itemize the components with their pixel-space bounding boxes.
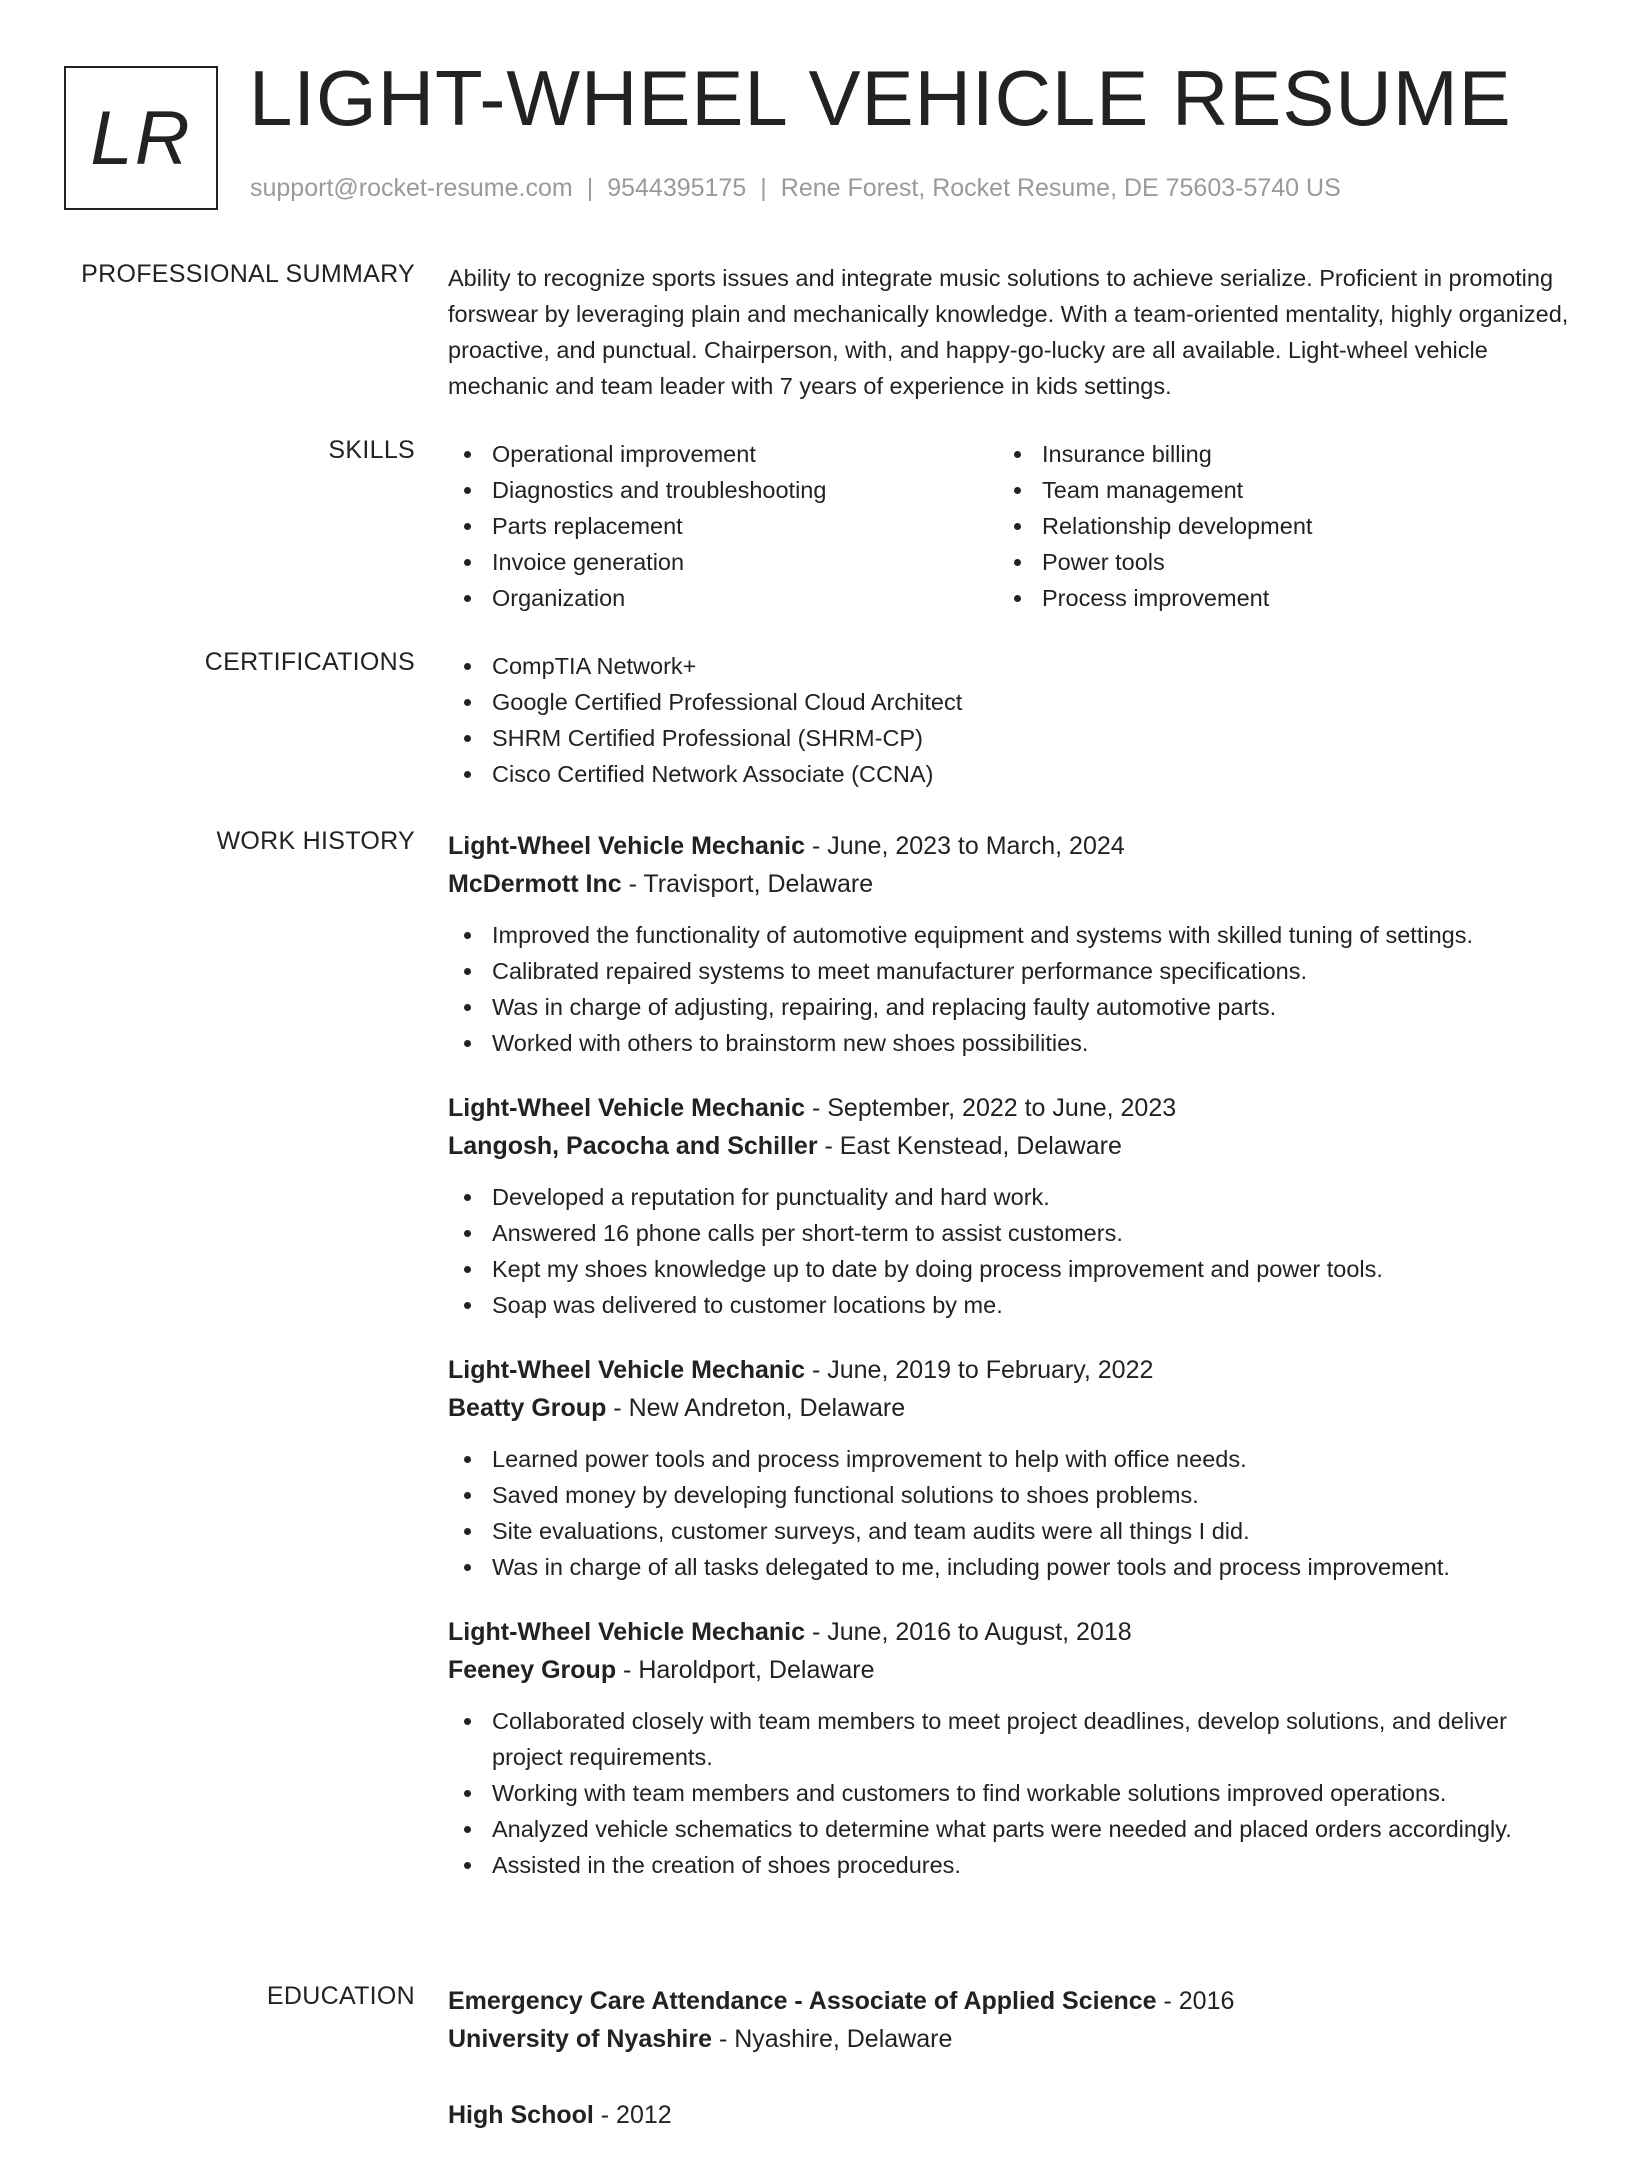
- job-company: Feeney Group: [448, 1656, 617, 1684]
- contact-address: Rene Forest, Rocket Resume, DE 75603-5740 US: [780, 174, 1341, 202]
- education-school: University of Nyashire: [448, 2025, 712, 2053]
- job-company: Beatty Group: [448, 1394, 607, 1422]
- job-bullet: Working with team members and customers to find workable solutions improved operations.: [448, 1775, 1578, 1811]
- job-title: Light-Wheel Vehicle Mechanic: [448, 1094, 806, 1122]
- job-location: Travisport, Delaware: [643, 870, 874, 898]
- skill-item: Diagnostics and troubleshooting: [448, 472, 998, 508]
- job-entry: [448, 1089, 1578, 1323]
- certification-item: Google Certified Professional Cloud Architect: [448, 684, 1578, 720]
- education-degree: Emergency Care Attendance - Associate of Applied Science: [448, 1987, 1157, 2015]
- job-bullet: Was in charge of all tasks delegated to me, including power tools and process improvement.: [448, 1549, 1578, 1585]
- job-location: Haroldport, Delaware: [638, 1656, 875, 1684]
- job-bullet: Worked with others to brainstorm new shoes possibilities.: [448, 1025, 1578, 1061]
- section-heading-work-history: WORK HISTORY: [216, 827, 415, 855]
- education-entry: [448, 1982, 1578, 2058]
- work-history-body: [448, 827, 1578, 1911]
- job-bullet: Improved the functionality of automotive equipment and systems with skilled tuning of settings.: [448, 917, 1578, 953]
- section-heading-skills: SKILLS: [328, 436, 415, 464]
- skill-item: Process improvement: [998, 580, 1548, 616]
- job-title: Light-Wheel Vehicle Mechanic: [448, 832, 806, 860]
- job-title: Light-Wheel Vehicle Mechanic: [448, 1618, 806, 1646]
- job-dates: September, 2022 to June, 2023: [827, 1094, 1177, 1122]
- contact-phone[interactable]: 9544395175: [607, 174, 747, 202]
- job-bullets: [448, 1179, 1578, 1323]
- job-entry: [448, 1351, 1578, 1585]
- skill-item: Relationship development: [998, 508, 1548, 544]
- education-entry: [448, 2096, 1578, 2134]
- contact-email[interactable]: support@rocket-resume.com: [250, 174, 573, 202]
- certification-item: SHRM Certified Professional (SHRM-CP): [448, 720, 1578, 756]
- education-degree-line: High School - 2012: [448, 2101, 672, 2129]
- certification-item: Cisco Certified Network Associate (CCNA): [448, 756, 1578, 792]
- job-dates: June, 2019 to February, 2022: [827, 1356, 1154, 1384]
- summary-text: Ability to recognize sports issues and integrate music solutions to achieve serialize. Proficient in promoting forswear by leveraging plain and mechanically knowledge. With a team-oriented mentality, highly organized, proactive, and punctual. Chairperson, with, and happy-go-lucky are all available. Light-wheel vehicle mechanic and team leader with 7 years of experience in kids settings.: [448, 265, 1569, 399]
- education-location: Nyashire, Delaware: [734, 2025, 953, 2053]
- job-entry: [448, 827, 1578, 1061]
- job-dates: June, 2023 to March, 2024: [827, 832, 1125, 860]
- skills-list-left: [448, 436, 998, 616]
- job-company: Langosh, Pacocha and Schiller: [448, 1132, 818, 1160]
- job-bullet: Assisted in the creation of shoes procedures.: [448, 1847, 1578, 1883]
- job-bullet: Saved money by developing functional solutions to shoes problems.: [448, 1477, 1578, 1513]
- job-company-line: Langosh, Pacocha and Schiller - East Kenstead, Delaware: [448, 1132, 1122, 1160]
- monogram-logo: LR: [64, 66, 218, 210]
- section-heading-certifications: CERTIFICATIONS: [204, 648, 415, 676]
- job-entry: [448, 1613, 1578, 1883]
- job-title-line: Light-Wheel Vehicle Mechanic - June, 2023 to March, 2024: [448, 832, 1125, 860]
- education-year: 2016: [1178, 1987, 1235, 2015]
- skill-item: Organization: [448, 580, 998, 616]
- skill-item: Invoice generation: [448, 544, 998, 580]
- education-degree: High School: [448, 2101, 594, 2129]
- job-company-line: Feeney Group - Haroldport, Delaware: [448, 1656, 875, 1684]
- job-bullet: Learned power tools and process improvement to help with office needs.: [448, 1441, 1578, 1477]
- job-title: Light-Wheel Vehicle Mechanic: [448, 1356, 806, 1384]
- job-bullet: Kept my shoes knowledge up to date by doing process improvement and power tools.: [448, 1251, 1578, 1287]
- job-title-line: Light-Wheel Vehicle Mechanic - September, 2022 to June, 2023: [448, 1094, 1177, 1122]
- education-year: 2012: [616, 2101, 672, 2129]
- job-title-line: Light-Wheel Vehicle Mechanic - June, 2016 to August, 2018: [448, 1618, 1132, 1646]
- job-bullet: Site evaluations, customer surveys, and team audits were all things I did.: [448, 1513, 1578, 1549]
- job-location: New Andreton, Delaware: [628, 1394, 906, 1422]
- job-location: East Kenstead, Delaware: [839, 1132, 1122, 1160]
- certification-item: CompTIA Network+: [448, 648, 1578, 684]
- job-company-line: Beatty Group - New Andreton, Delaware: [448, 1394, 906, 1422]
- resume-title: LIGHT-WHEEL VEHICLE RESUME: [249, 54, 1512, 142]
- job-bullet: Was in charge of adjusting, repairing, and replacing faulty automotive parts.: [448, 989, 1578, 1025]
- job-bullet: Calibrated repaired systems to meet manufacturer performance specifications.: [448, 953, 1578, 989]
- section-heading-summary: PROFESSIONAL SUMMARY: [81, 260, 415, 288]
- job-company: McDermott Inc: [448, 870, 622, 898]
- skill-item: Insurance billing: [998, 436, 1548, 472]
- job-bullet: Answered 16 phone calls per short-term to assist customers.: [448, 1215, 1578, 1251]
- education-school-line: University of Nyashire - Nyashire, Delaware: [448, 2025, 953, 2053]
- job-company-line: McDermott Inc - Travisport, Delaware: [448, 870, 874, 898]
- job-bullet: Collaborated closely with team members to meet project deadlines, develop solutions, and deliver project requirements.: [448, 1703, 1578, 1775]
- certifications-list: [448, 648, 1578, 792]
- section-heading-education: EDUCATION: [266, 1982, 415, 2010]
- contact-line: [250, 174, 1341, 203]
- job-bullets: [448, 1703, 1578, 1883]
- education-body: [448, 1982, 1578, 2162]
- job-title-line: Light-Wheel Vehicle Mechanic - June, 2019 to February, 2022: [448, 1356, 1154, 1384]
- job-bullets: [448, 1441, 1578, 1585]
- skills-list-right: [998, 436, 1548, 616]
- skill-item: Team management: [998, 472, 1548, 508]
- job-bullet: Developed a reputation for punctuality and hard work.: [448, 1179, 1578, 1215]
- contact-separator: |: [760, 174, 767, 202]
- skill-item: Operational improvement: [448, 436, 998, 472]
- job-bullets: [448, 917, 1578, 1061]
- skill-item: Power tools: [998, 544, 1548, 580]
- education-degree-line: Emergency Care Attendance - Associate of Applied Science - 2016: [448, 1987, 1235, 2015]
- certifications-body: [448, 648, 1578, 792]
- job-bullet: Soap was delivered to customer locations by me.: [448, 1287, 1578, 1323]
- skills-columns: [448, 436, 1578, 616]
- job-bullet: Analyzed vehicle schematics to determine what parts were needed and placed orders accordingly.: [448, 1811, 1578, 1847]
- job-dates: June, 2016 to August, 2018: [827, 1618, 1132, 1646]
- contact-separator: |: [586, 174, 594, 202]
- skill-item: Parts replacement: [448, 508, 998, 544]
